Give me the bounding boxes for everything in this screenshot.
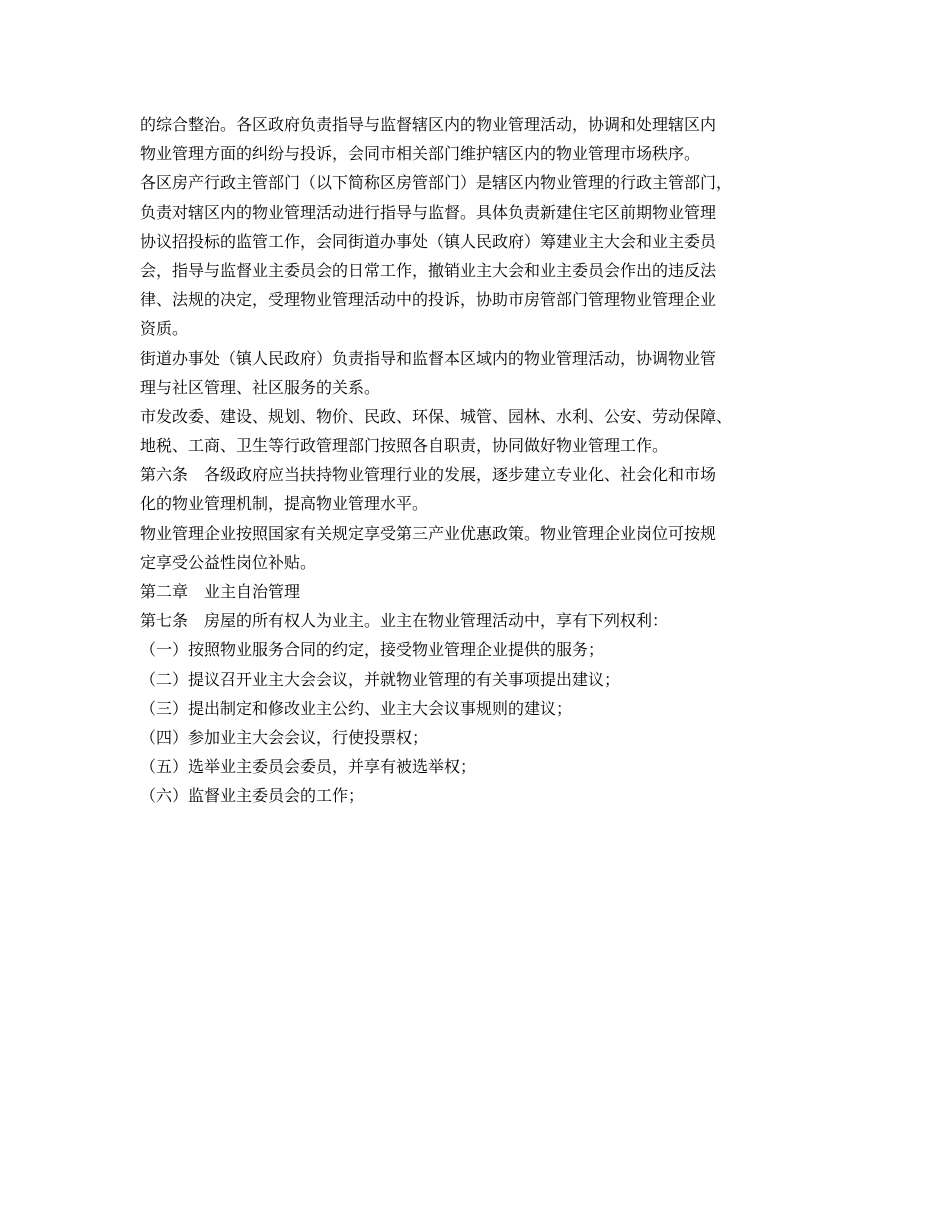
text-line: 的综合整治。各区政府负责指导与监督辖区内的物业管理活动，协调和处理辖区内: [140, 115, 717, 134]
text-line: 定享受公益性岗位补贴。: [140, 552, 317, 572]
text-line: 理与社区管理、社区服务的关系。: [140, 377, 381, 397]
list-item: （三）提出制定和修改业主公约、业主大会议事规则的建议；: [140, 698, 573, 718]
document-body: [140, 110, 830, 811]
text-line: 资质。: [140, 319, 189, 339]
text-line: 街道办事处（镇人民政府）负责指导和监督本区域内的物业管理活动，协调物业管: [140, 348, 717, 368]
chapter-heading: 第二章 业主自治管理: [140, 582, 301, 601]
article-7-line: 第七条 房屋的所有权人为业主。业主在物业管理活动中，享有下列权利：: [140, 611, 669, 631]
text-line: 各区房产行政主管部门（以下简称区房管部门）是辖区内物业管理的行政主管部门，: [140, 173, 733, 193]
text-line: 协议招投标的监管工作，会同街道办事处（镇人民政府）筹建业主大会和业主委员: [140, 231, 717, 251]
text-line: 律、法规的决定，受理物业管理活动中的投诉，协助市房管部门管理物业管理企业: [140, 290, 717, 310]
list-item: （六）监督业主委员会的工作；: [140, 786, 365, 806]
list-item: （四）参加业主大会会议，行使投票权；: [140, 727, 429, 747]
text-line: 化的物业管理机制，提高物业管理水平。: [140, 494, 429, 514]
text-line: 会，指导与监督业主委员会的日常工作，撤销业主大会和业主委员会作出的违反法: [140, 260, 717, 280]
list-item: （二）提议召开业主大会会议，并就物业管理的有关事项提出建议；: [140, 669, 621, 689]
text-line: 负责对辖区内的物业管理活动进行指导与监督。具体负责新建住宅区前期物业管理: [140, 202, 717, 222]
list-item: （一）按照物业服务合同的约定，接受物业管理企业提供的服务；: [140, 640, 605, 660]
list-item: （五）选举业主委员会委员，并享有被选举权；: [140, 757, 477, 777]
text-line: 市发改委、建设、规划、物价、民政、环保、城管、园林、水利、公安、劳动保障、: [140, 406, 733, 426]
text-line: 物业管理方面的纠纷与投诉，会同市相关部门维护辖区内的物业管理市场秩序。: [140, 144, 701, 164]
text-line: 地税、工商、卫生等行政管理部门按照各自职责，协同做好物业管理工作。: [140, 436, 669, 456]
text-line: 物业管理企业按照国家有关规定享受第三产业优惠政策。物业管理企业岗位可按规: [140, 523, 717, 543]
article-6-line: 第六条 各级政府应当扶持物业管理行业的发展，逐步建立专业化、社会化和市场: [140, 465, 717, 485]
